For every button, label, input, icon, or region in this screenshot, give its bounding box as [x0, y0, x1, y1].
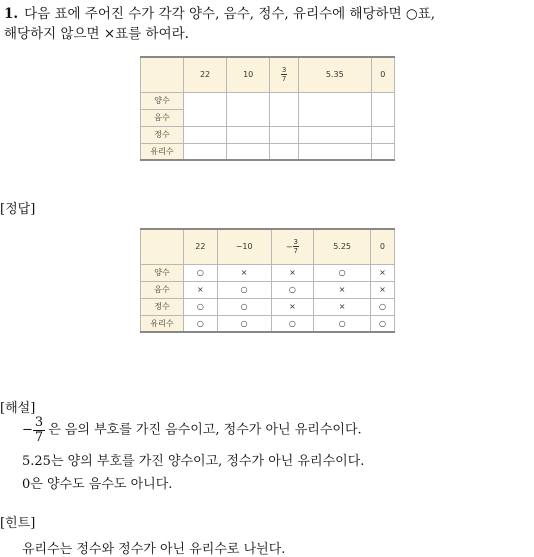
row-label: 정수: [141, 298, 184, 315]
column-header: 0: [371, 57, 395, 92]
explanation-line-1: [22, 416, 362, 444]
row-label: 유리수: [141, 315, 184, 332]
question-number: 1.: [4, 6, 19, 22]
explanation-text-1: 은 음의 부호를 가진 음수이고, 정수가 아닌 유리수이다.: [48, 422, 362, 438]
empty-cell: [184, 126, 227, 143]
explanation-label: [해설]: [0, 401, 36, 416]
empty-cell: [371, 143, 395, 160]
empty-cell: [299, 143, 372, 160]
answer-cell: ○: [314, 264, 371, 281]
row-label: 유리수: [141, 143, 184, 160]
table-corner-cell: [141, 57, 184, 92]
empty-cell: [227, 92, 270, 126]
answer-cell: ×: [184, 281, 218, 298]
row-label: 정수: [141, 126, 184, 143]
answer-cell: ○: [184, 315, 218, 332]
fraction-sign: −: [285, 242, 293, 252]
row-label: 양수: [141, 92, 184, 109]
question-text-1: 다음 표에 주어진 수가 각각 양수, 음수, 정수, 유리수에 해당하면 ○표,: [24, 6, 436, 22]
empty-cell: [227, 143, 270, 160]
column-header: 22: [184, 57, 227, 92]
hint-label: [힌트]: [0, 516, 36, 531]
answer-cell: ○: [271, 281, 314, 298]
answer-table: [140, 228, 395, 333]
answer-cell: ×: [271, 264, 314, 281]
answer-cell: ○: [370, 298, 394, 315]
row-label: 음수: [141, 109, 184, 126]
answer-cell: ○: [184, 298, 218, 315]
column-header: 5.35: [299, 57, 372, 92]
question-line-1: [4, 2, 435, 22]
fraction-sign: −: [22, 422, 33, 438]
answer-cell: ○: [271, 315, 314, 332]
empty-cell: [299, 92, 372, 126]
column-header-fraction: [271, 229, 314, 264]
column-header-fraction: [270, 57, 299, 92]
answer-label: [정답]: [0, 202, 36, 217]
answer-cell: ○: [370, 315, 394, 332]
empty-cell: [371, 126, 395, 143]
hint-line-1: 유리수는 정수와 정수가 아닌 유리수로 나뉜다.: [22, 542, 286, 557]
answer-cell: ×: [370, 264, 394, 281]
column-header: 22: [184, 229, 218, 264]
answer-cell: ○: [184, 264, 218, 281]
empty-cell: [270, 143, 299, 160]
explanation-line-2: 5.25는 양의 부호를 가진 양수이고, 정수가 아닌 유리수이다.: [22, 454, 365, 469]
column-header: −10: [217, 229, 271, 264]
answer-cell: ○: [217, 315, 271, 332]
column-header: 5.25: [314, 229, 371, 264]
empty-cell: [184, 143, 227, 160]
empty-cell: [184, 92, 227, 126]
answer-cell: ×: [314, 281, 371, 298]
column-header: 10: [227, 57, 270, 92]
empty-cell: [371, 92, 395, 126]
problem-table: [140, 56, 395, 161]
table-corner-cell: [141, 229, 184, 264]
answer-cell: ○: [217, 281, 271, 298]
answer-cell: ○: [217, 298, 271, 315]
answer-cell: ×: [271, 298, 314, 315]
answer-cell: ×: [314, 298, 371, 315]
empty-cell: [270, 92, 299, 126]
answer-cell: ×: [370, 281, 394, 298]
answer-cell: ×: [217, 264, 271, 281]
explanation-line-3: 0은 양수도 음수도 아니다.: [22, 477, 173, 492]
fraction: $\frac{3}{7}$: [281, 65, 287, 83]
answer-cell: ○: [314, 315, 371, 332]
fraction: $\frac{3}{7}$: [34, 415, 44, 445]
row-label: 음수: [141, 281, 184, 298]
empty-cell: [270, 126, 299, 143]
row-label: 양수: [141, 264, 184, 281]
column-header: 0: [370, 229, 394, 264]
empty-cell: [299, 126, 372, 143]
fraction: $\frac{3}{7}$: [293, 237, 298, 255]
question-line-2: 해당하지 않으면 ×표를 하여라.: [4, 26, 189, 42]
empty-cell: [227, 126, 270, 143]
